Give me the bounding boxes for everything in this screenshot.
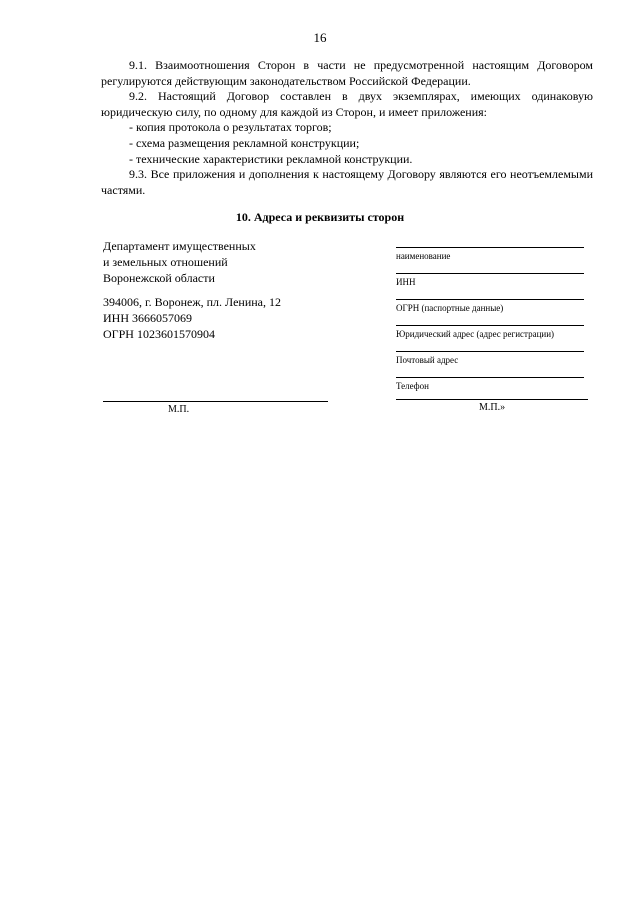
page-number: 16 [313,30,327,45]
signature-line-right [396,399,588,400]
clause-9-2: 9.2. Настоящий Договор составлен в двух экземплярах, имеющих одинаковую юридическую силу, по одному для каждой из Сторон, и имеет приложения: [101,89,593,119]
clause-9-1: 9.1. Взаимоотношения Сторон в части не предусмотренной настоящим Договором регулируются действующим законодательством Российской Федерации. [101,58,593,88]
lessor-details [103,238,343,342]
postal-address-field [396,351,584,377]
clause-9-3: 9.3. Все приложения и дополнения к настоящему Договору являются его неотъемлемыми частями. [101,167,593,197]
appendix-item: - технические характеристики рекламной конструкции. [129,151,413,166]
org-address: 394006, г. Воронеж, пл. Ленина, 12 [103,295,281,309]
org-inn: ИНН 3666057069 [103,311,192,325]
signature-line-left [103,401,328,402]
field-label: Телефон [396,381,429,391]
appendix-item: - копия протокола о результатах торгов; [129,120,332,135]
appendix-item: - схема размещения рекламной конструкции; [129,135,360,150]
org-ogrn: ОГРН 1023601570904 [103,327,215,341]
stamp-place-right: М.П.» [479,402,506,413]
section-9-text [101,58,593,198]
stamp-place-left: М.П. [168,404,190,415]
field-label: Юридический адрес (адрес регистрации) [396,329,555,339]
ogrn-field [396,299,584,325]
counterparty-details [396,247,588,403]
inn-field [396,273,584,299]
org-name-line: Воронежской области [103,271,215,285]
field-label: Почтовый адрес [396,355,459,365]
legal-address-field [396,325,584,351]
section-10-title: 10. Адреса и реквизиты сторон [235,210,405,224]
field-label: ИНН [396,277,416,287]
org-name-line: и земельных отношений [103,255,228,269]
field-label: наименование [396,251,451,261]
org-name-line: Департамент имущественных [103,239,256,253]
field-label: ОГРН (паспортные данные) [396,303,504,313]
name-field [396,247,584,273]
